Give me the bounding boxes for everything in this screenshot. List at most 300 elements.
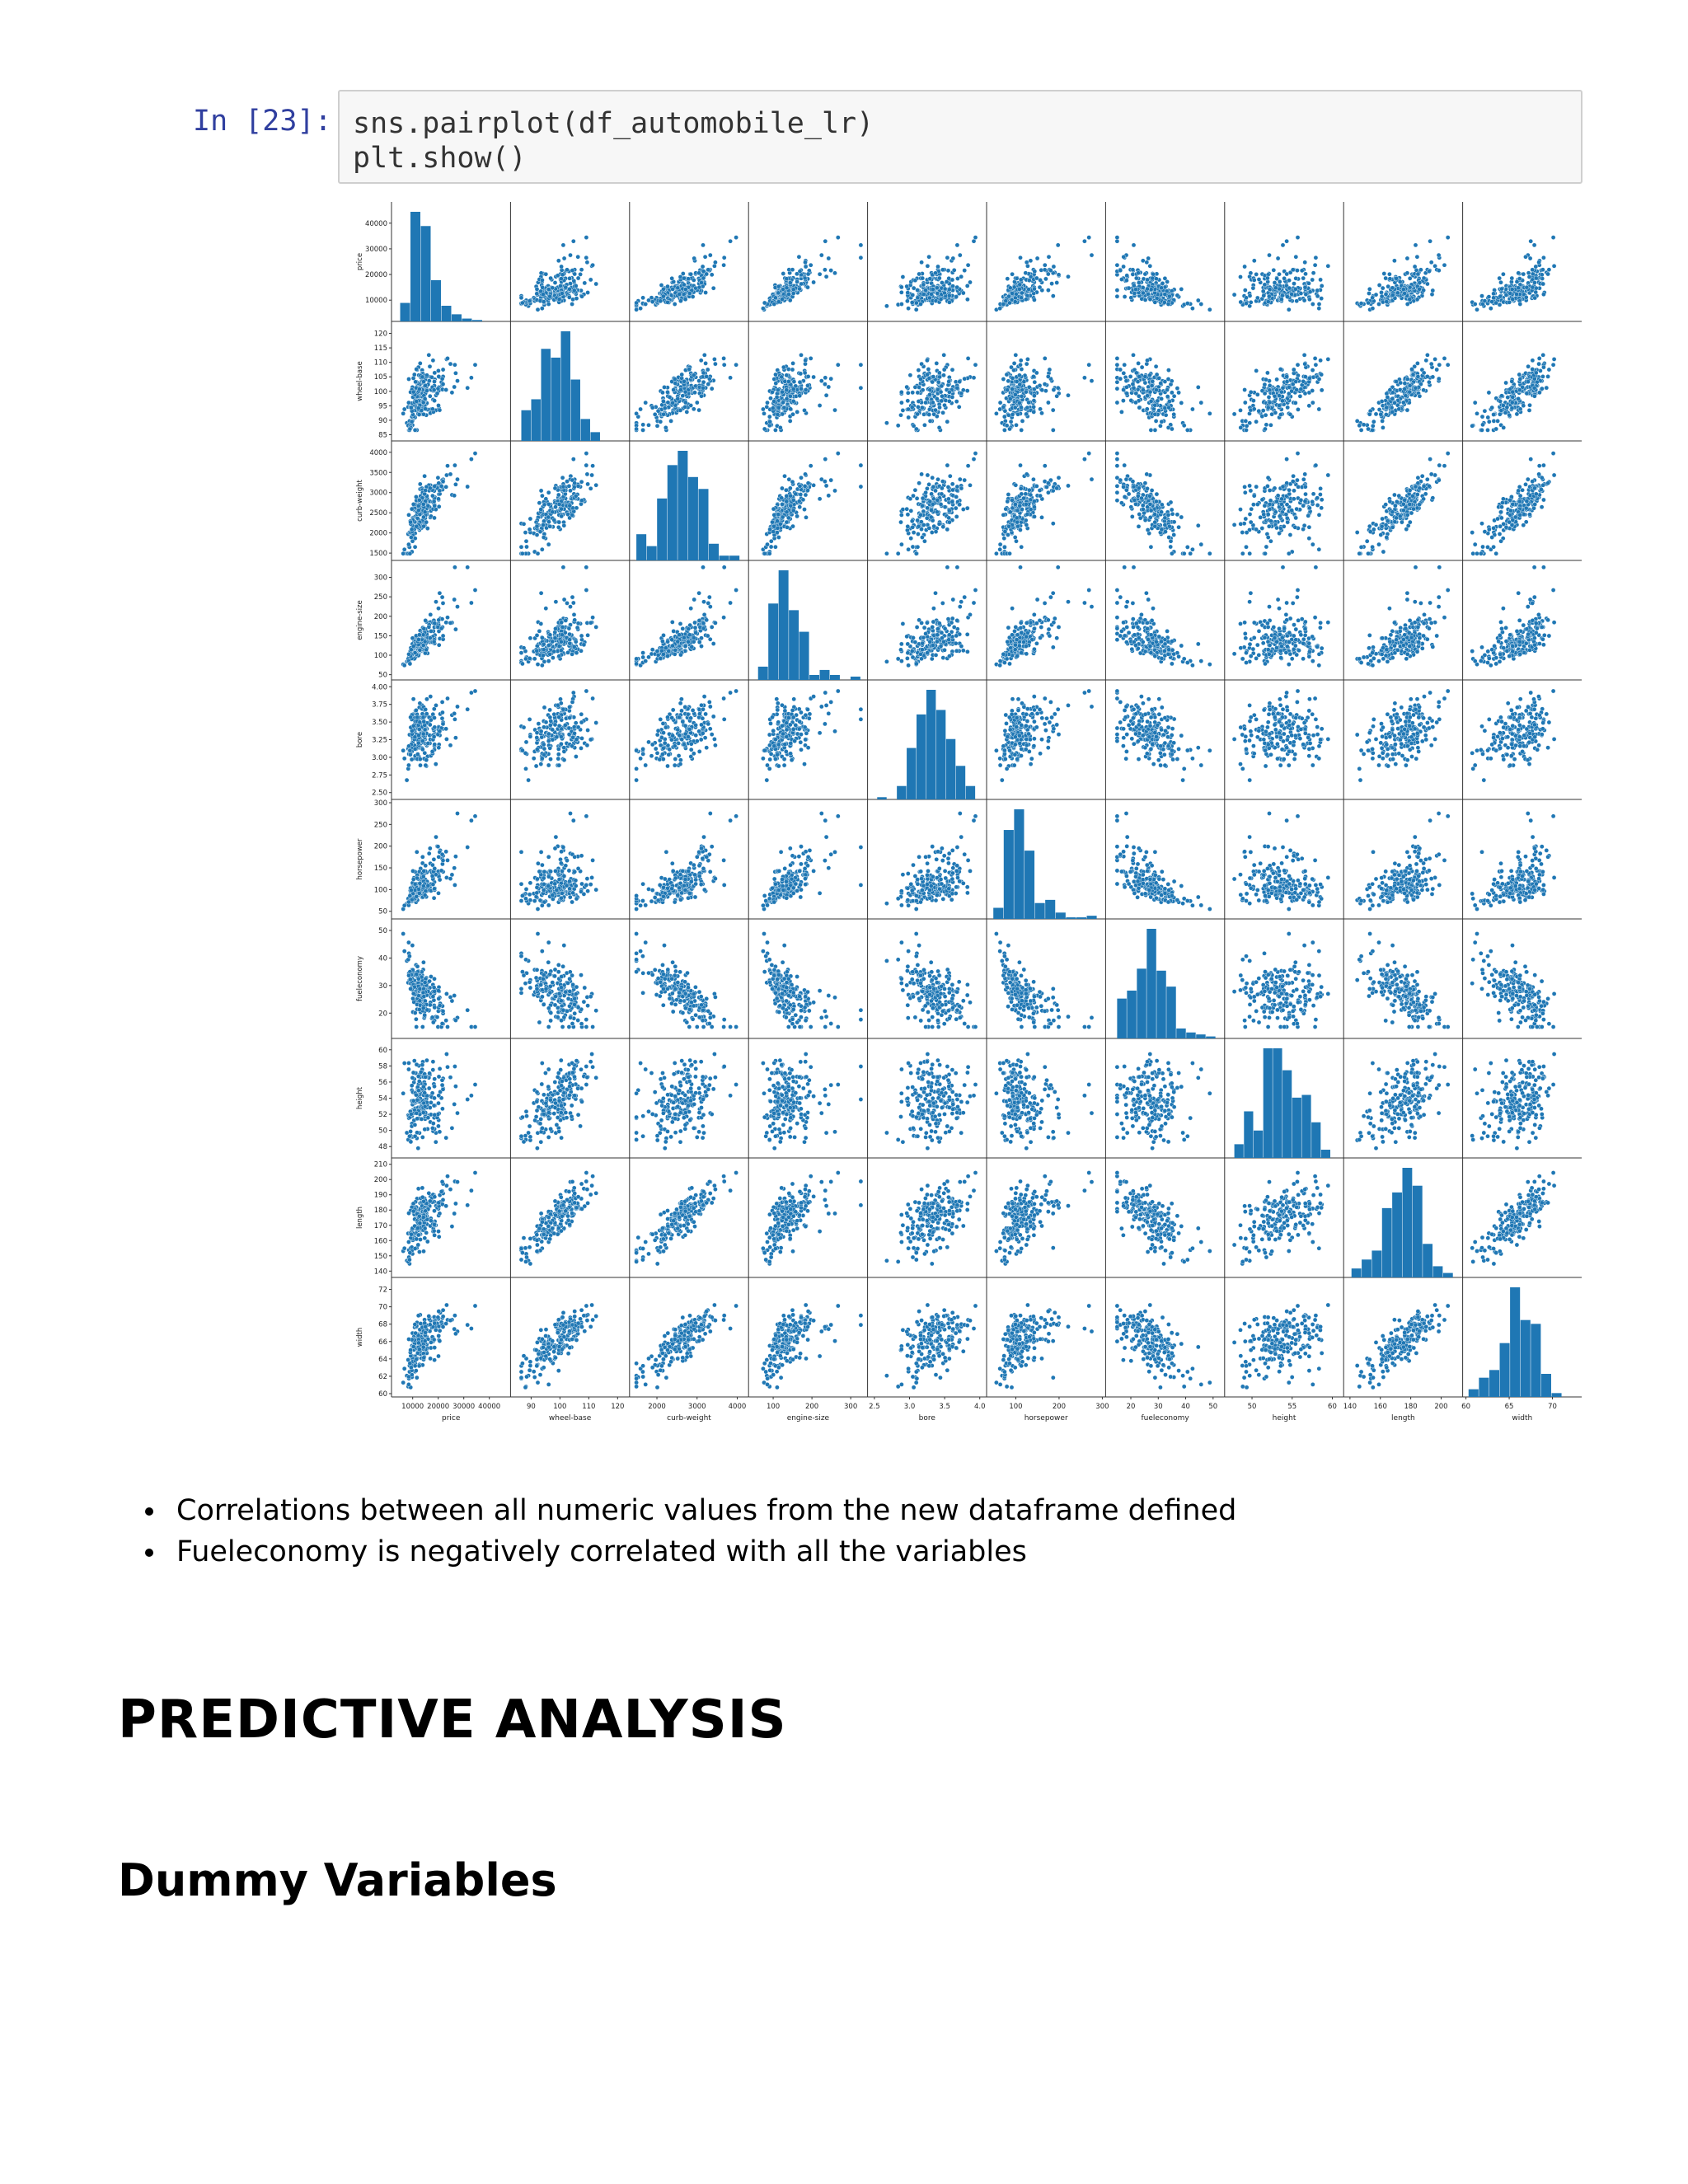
histogram-bar — [688, 477, 698, 560]
scatter-point — [1379, 290, 1383, 294]
scatter-point — [1001, 302, 1006, 306]
scatter-point — [909, 537, 913, 541]
scatter-point — [785, 388, 789, 392]
scatter-point — [1124, 379, 1128, 383]
scatter-point — [940, 492, 944, 496]
scatter-point — [1319, 359, 1323, 363]
scatter-point — [1177, 391, 1181, 395]
scatter-point — [957, 405, 961, 409]
scatter-point — [1158, 424, 1162, 428]
scatter-point — [1119, 501, 1123, 505]
scatter-point — [541, 285, 545, 289]
scatter-point — [656, 409, 660, 413]
scatter-point — [1277, 272, 1281, 276]
scatter-point — [1020, 492, 1024, 496]
scatter-point — [1408, 383, 1412, 387]
scatter-point — [1024, 298, 1028, 302]
scatter-point — [1540, 268, 1545, 272]
scatter-point — [1123, 294, 1127, 298]
scatter-point — [712, 357, 716, 361]
scatter-point — [772, 513, 776, 517]
scatter-point — [1162, 300, 1166, 304]
scatter-point — [1326, 357, 1330, 361]
scatter-point — [683, 401, 687, 405]
scatter-point — [1006, 499, 1010, 504]
scatter-point — [1526, 380, 1531, 384]
scatter-point — [940, 486, 944, 490]
scatter-point — [1386, 395, 1390, 399]
scatter-point — [1362, 423, 1366, 427]
histogram-bar — [636, 534, 646, 560]
scatter-point — [899, 302, 903, 306]
scatter-point — [1175, 513, 1179, 517]
scatter-point — [584, 255, 588, 260]
scatter-point — [884, 551, 889, 555]
scatter-point — [917, 524, 921, 528]
scatter-point — [444, 387, 448, 391]
scatter-point — [1170, 508, 1174, 512]
code-input-area[interactable] — [338, 90, 1582, 184]
scatter-point — [935, 286, 939, 290]
scatter-point — [676, 286, 680, 290]
scatter-point — [1395, 379, 1399, 383]
scatter-point — [1050, 282, 1054, 286]
scatter-point — [1376, 302, 1381, 306]
scatter-point — [1285, 272, 1289, 276]
scatter-point — [1498, 280, 1503, 284]
scatter-point — [548, 294, 552, 298]
scatter-point — [804, 265, 808, 269]
scatter-point — [430, 494, 434, 498]
scatter-point — [424, 383, 428, 387]
scatter-point — [832, 489, 837, 493]
scatter-point — [1032, 410, 1036, 414]
scatter-point — [676, 396, 680, 401]
scatter-point — [1380, 399, 1384, 403]
scatter-point — [955, 285, 959, 289]
scatter-point — [1141, 504, 1145, 508]
scatter-point — [1527, 408, 1531, 412]
scatter-point — [1382, 271, 1386, 275]
scatter-point — [682, 276, 686, 280]
scatter-point — [1401, 401, 1405, 405]
scatter-point — [1514, 292, 1518, 296]
scatter-point — [591, 263, 595, 267]
scatter-point — [1137, 405, 1142, 410]
scatter-point — [414, 494, 418, 499]
scatter-point — [401, 411, 406, 415]
scatter-point — [775, 395, 779, 399]
scatter-point — [1511, 390, 1515, 394]
scatter-point — [790, 368, 795, 372]
scatter-point — [1263, 382, 1267, 387]
scatter-point — [1552, 264, 1556, 268]
scatter-point — [818, 403, 822, 407]
scatter-point — [859, 485, 863, 489]
scatter-point — [583, 281, 587, 285]
scatter-point — [907, 307, 911, 311]
scatter-point — [1146, 287, 1150, 291]
scatter-point — [827, 385, 831, 389]
scatter-point — [1537, 362, 1541, 366]
scatter-point — [681, 394, 685, 398]
scatter-point — [1196, 385, 1200, 389]
histogram-bar — [657, 499, 667, 560]
scatter-point — [1051, 489, 1055, 493]
code-line-1[interactable]: sns.pairplot(df_automobile_lr) — [353, 107, 874, 140]
scatter-point — [1244, 296, 1248, 300]
subplot-price-vs-height — [1225, 202, 1343, 321]
scatter-point — [954, 494, 959, 499]
scatter-point — [1415, 361, 1419, 365]
scatter-point — [947, 293, 951, 298]
scatter-point — [1285, 374, 1289, 378]
scatter-point — [1437, 377, 1441, 381]
y-axis-label: curb-weight — [356, 480, 364, 522]
scatter-point — [1190, 307, 1194, 311]
scatter-point — [452, 363, 457, 367]
scatter-point — [1032, 405, 1036, 409]
scatter-point — [1027, 401, 1031, 405]
scatter-point — [692, 373, 696, 377]
scatter-point — [713, 362, 717, 366]
scatter-point — [1295, 387, 1299, 391]
scatter-point — [573, 481, 577, 485]
scatter-point — [1390, 405, 1394, 410]
scatter-point — [1143, 272, 1147, 276]
scatter-point — [795, 410, 799, 414]
scatter-point — [920, 405, 924, 410]
scatter-point — [945, 255, 950, 260]
scatter-point — [1017, 373, 1021, 377]
scatter-point — [560, 514, 564, 518]
scatter-point — [1015, 516, 1019, 520]
scatter-point — [1301, 379, 1306, 383]
scatter-point — [1115, 294, 1119, 298]
scatter-point — [1381, 286, 1385, 290]
scatter-point — [1249, 390, 1253, 394]
scatter-point — [1155, 492, 1159, 496]
scatter-point — [948, 474, 952, 478]
scatter-point — [1175, 387, 1179, 391]
scatter-point — [1540, 273, 1544, 277]
scatter-point — [1025, 523, 1029, 527]
scatter-point — [1270, 412, 1274, 416]
scatter-point — [859, 363, 863, 367]
scatter-point — [708, 253, 712, 257]
scatter-point — [1287, 279, 1292, 283]
y-tick-label: 115 — [373, 344, 387, 354]
scatter-point — [927, 255, 931, 259]
scatter-point — [917, 481, 921, 485]
scatter-point — [942, 291, 946, 295]
scatter-point — [590, 473, 594, 477]
scatter-point — [1007, 301, 1011, 305]
scatter-point — [687, 367, 692, 371]
scatter-point — [1029, 493, 1033, 497]
scatter-point — [1302, 353, 1306, 357]
scatter-point — [940, 384, 944, 388]
scatter-point — [940, 268, 945, 272]
scatter-point — [1013, 300, 1017, 304]
scatter-point — [1025, 357, 1029, 361]
scatter-point — [666, 401, 670, 405]
scatter-point — [1285, 380, 1289, 384]
histogram-bar — [441, 306, 451, 321]
scatter-point — [939, 502, 943, 506]
scatter-point — [773, 373, 777, 377]
scatter-point — [1296, 236, 1300, 240]
scatter-point — [922, 539, 926, 543]
scatter-point — [784, 488, 788, 492]
scatter-point — [1145, 359, 1149, 363]
histogram-bar — [462, 319, 471, 321]
scatter-point — [998, 547, 1002, 551]
scatter-point — [535, 292, 539, 296]
scatter-point — [1273, 286, 1278, 290]
scatter-point — [1147, 373, 1151, 377]
scatter-point — [1039, 515, 1043, 519]
scatter-point — [772, 377, 776, 381]
scatter-point — [1388, 388, 1392, 392]
scatter-point — [1146, 527, 1150, 532]
scatter-point — [942, 368, 946, 372]
scatter-point — [570, 513, 574, 517]
scatter-point — [829, 478, 833, 482]
scatter-point — [1492, 419, 1496, 423]
scatter-point — [537, 501, 542, 505]
subplot-curb-weight-vs-horsepower — [987, 441, 1105, 560]
scatter-point — [965, 389, 969, 393]
scatter-point — [574, 506, 579, 510]
scatter-point — [1291, 268, 1295, 272]
histogram-bar — [420, 226, 430, 321]
scatter-point — [1317, 377, 1321, 381]
scatter-point — [958, 503, 962, 507]
scatter-point — [469, 457, 473, 462]
scatter-point — [1145, 260, 1149, 265]
scatter-point — [1185, 302, 1189, 306]
scatter-point — [906, 524, 910, 528]
scatter-point — [1040, 388, 1044, 392]
scatter-point — [921, 496, 925, 500]
scatter-point — [1244, 302, 1248, 306]
scatter-point — [1123, 363, 1127, 367]
subplot-wheel-base-vs-engine-size — [748, 321, 867, 441]
y-tick-label: 3000 — [369, 489, 387, 498]
scatter-point — [1138, 516, 1142, 520]
scatter-point — [586, 482, 590, 486]
scatter-point — [1502, 425, 1506, 429]
scatter-point — [697, 271, 701, 275]
scatter-point — [921, 388, 925, 392]
scatter-point — [579, 268, 584, 272]
scatter-point — [1292, 368, 1296, 372]
scatter-point — [661, 412, 665, 416]
scatter-point — [635, 411, 639, 415]
scatter-point — [428, 394, 432, 398]
scatter-point — [1019, 405, 1023, 410]
scatter-point — [776, 388, 780, 392]
scatter-point — [1498, 294, 1503, 298]
scatter-point — [781, 271, 785, 275]
scatter-point — [729, 239, 733, 243]
scatter-point — [1002, 537, 1006, 541]
scatter-point — [646, 423, 650, 427]
scatter-point — [1279, 298, 1283, 302]
scatter-point — [801, 498, 805, 502]
scatter-point — [1422, 276, 1426, 280]
scatter-point — [1008, 396, 1012, 401]
subplot-curb-weight-vs-bore — [868, 441, 987, 560]
scatter-point — [1046, 481, 1050, 485]
scatter-point — [935, 291, 940, 295]
scatter-point — [567, 484, 571, 488]
scatter-point — [935, 477, 940, 481]
scatter-point — [1020, 394, 1024, 398]
scatter-point — [1115, 401, 1119, 405]
scatter-point — [1498, 399, 1503, 403]
scatter-point — [761, 407, 765, 411]
scatter-point — [1504, 381, 1508, 385]
scatter-point — [1532, 394, 1536, 398]
scatter-point — [579, 272, 583, 276]
scatter-point — [823, 480, 827, 484]
scatter-point — [788, 394, 792, 398]
scatter-point — [1051, 408, 1055, 412]
scatter-point — [660, 391, 664, 395]
histogram-bar — [531, 399, 540, 441]
scatter-point — [557, 298, 561, 302]
scatter-point — [430, 407, 434, 411]
scatter-point — [560, 265, 564, 269]
scatter-point — [790, 480, 795, 484]
scatter-point — [1385, 300, 1389, 304]
histogram-bar — [729, 555, 739, 560]
scatter-point — [931, 288, 935, 292]
y-axis-label: wheel-base — [356, 361, 364, 401]
scatter-point — [685, 410, 689, 414]
scatter-point — [584, 463, 588, 467]
scatter-point — [1422, 388, 1426, 392]
histogram-bar — [709, 544, 719, 560]
scatter-point — [1255, 392, 1259, 396]
scatter-point — [1024, 502, 1028, 506]
scatter-point — [1507, 413, 1512, 417]
scatter-point — [562, 256, 566, 260]
scatter-point — [1140, 365, 1144, 369]
scatter-point — [1190, 407, 1194, 411]
scatter-point — [1238, 408, 1242, 412]
scatter-point — [1278, 367, 1282, 371]
scatter-point — [1013, 535, 1017, 539]
scatter-point — [1381, 419, 1385, 423]
scatter-point — [910, 405, 914, 410]
scatter-point — [1314, 363, 1318, 367]
scatter-point — [673, 377, 677, 381]
scatter-point — [1359, 428, 1363, 432]
scatter-point — [1415, 255, 1419, 259]
scatter-point — [1272, 268, 1276, 272]
scatter-point — [998, 401, 1002, 405]
scatter-point — [1263, 427, 1267, 431]
scatter-point — [571, 457, 575, 462]
scatter-point — [1418, 268, 1423, 272]
scatter-point — [1133, 288, 1137, 292]
scatter-point — [538, 530, 542, 534]
scatter-point — [1311, 368, 1315, 373]
scatter-point — [921, 283, 926, 287]
scatter-point — [1148, 298, 1152, 302]
scatter-point — [1355, 419, 1359, 423]
scatter-point — [1006, 388, 1010, 392]
scatter-point — [1014, 353, 1018, 357]
scatter-point — [1002, 545, 1006, 549]
scatter-point — [1146, 256, 1151, 260]
pairplot-figure — [346, 198, 1582, 1422]
scatter-point — [1010, 498, 1014, 502]
scatter-point — [561, 243, 565, 247]
scatter-point — [1153, 412, 1157, 416]
scatter-point — [812, 483, 816, 487]
scatter-point — [417, 412, 421, 416]
scatter-point — [1414, 243, 1418, 247]
scatter-point — [712, 264, 716, 268]
scatter-point — [790, 524, 795, 528]
scatter-point — [809, 464, 813, 468]
scatter-point — [1268, 423, 1273, 427]
scatter-point — [1523, 255, 1527, 259]
scatter-point — [1380, 294, 1384, 298]
scatter-point — [535, 287, 539, 291]
scatter-point — [1504, 293, 1508, 297]
scatter-point — [898, 413, 903, 417]
y-tick-label: 2000 — [369, 529, 387, 538]
scatter-point — [410, 419, 414, 424]
scatter-point — [1266, 300, 1270, 304]
scatter-point — [829, 377, 833, 381]
scatter-point — [557, 520, 561, 524]
scatter-point — [963, 269, 967, 273]
scatter-point — [1167, 399, 1171, 403]
scatter-point — [941, 410, 945, 415]
scatter-point — [909, 509, 913, 513]
scatter-point — [653, 412, 657, 416]
scatter-point — [1395, 276, 1399, 280]
scatter-point — [520, 301, 524, 305]
scatter-point — [1390, 410, 1395, 414]
scatter-point — [774, 382, 778, 386]
scatter-point — [1529, 239, 1533, 243]
scatter-point — [542, 300, 546, 304]
scatter-point — [914, 551, 918, 555]
scatter-point — [1301, 276, 1306, 280]
scatter-point — [1134, 276, 1138, 280]
scatter-point — [1148, 390, 1152, 394]
scatter-point — [1182, 551, 1186, 555]
scatter-point — [436, 497, 440, 501]
scatter-point — [1243, 401, 1247, 405]
scatter-point — [1501, 272, 1505, 276]
scatter-point — [1185, 428, 1189, 432]
scatter-point — [929, 515, 933, 519]
code-line-2[interactable]: plt.show() — [353, 142, 527, 175]
scatter-point — [994, 551, 998, 555]
scatter-point — [911, 494, 915, 498]
scatter-point — [1082, 376, 1086, 380]
scatter-point — [947, 399, 951, 403]
scatter-point — [803, 472, 807, 476]
